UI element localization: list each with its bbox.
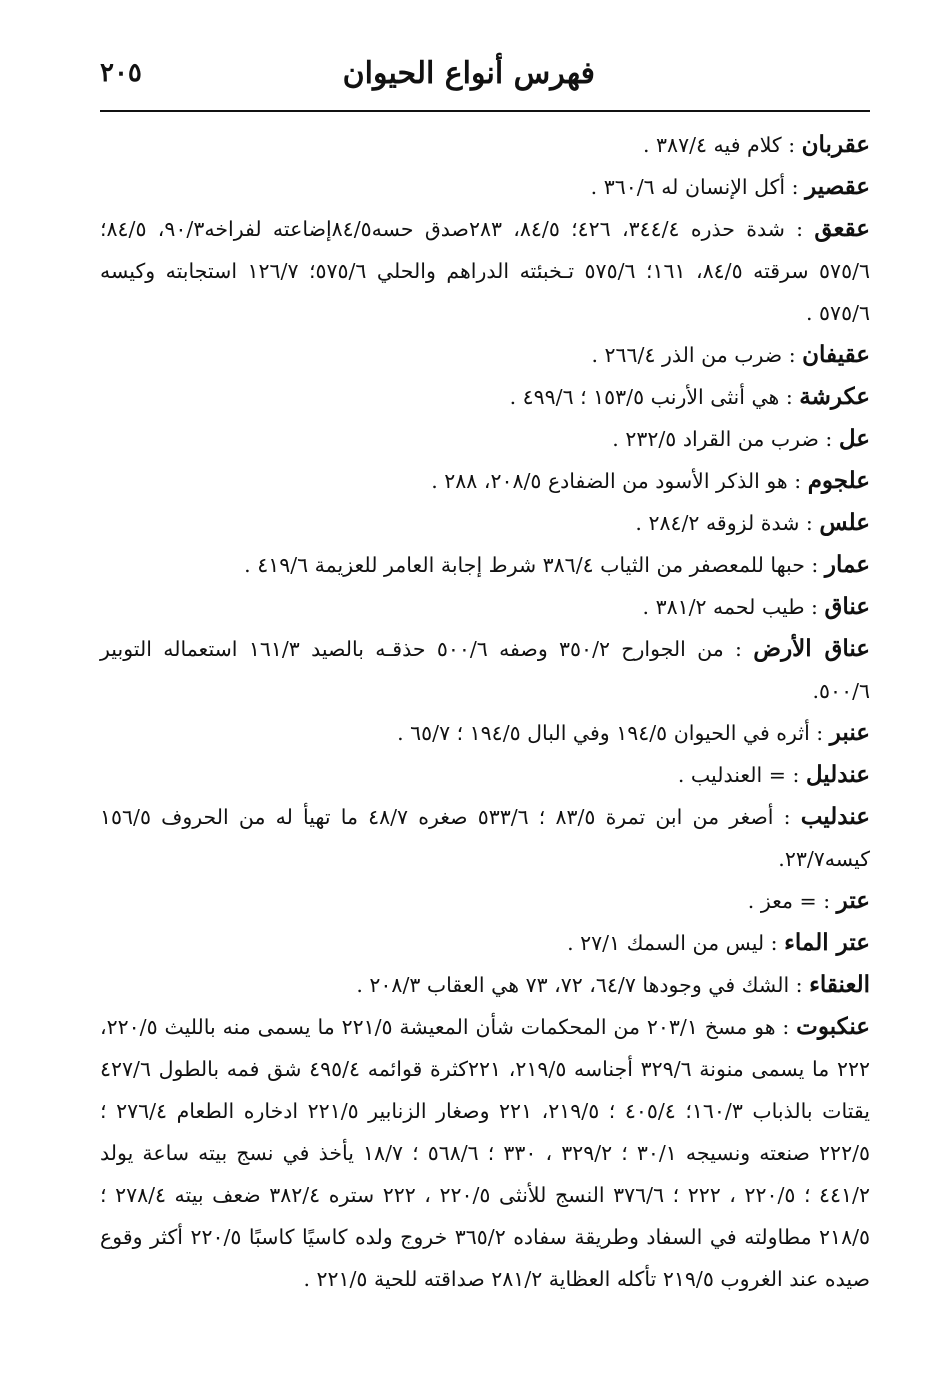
entry-head: عناق [824, 593, 870, 620]
index-entry [100, 544, 870, 586]
index-entry [100, 418, 870, 460]
entry-text: : شدة لزوقه ٢٨٤/٢ . [635, 511, 820, 535]
entry-head: عندليل [805, 761, 870, 788]
entry-head: علس [819, 509, 870, 536]
index-entry [100, 796, 870, 880]
entry-text: : ضرب من القراد ٢٣٢/٥ . [612, 427, 839, 451]
index-entries [100, 124, 870, 1300]
index-entry [100, 880, 870, 922]
entry-text: : حبها للمعصفر من الثياب ٣٨٦/٤ شرط إجابة العامر للعزيمة ٤١٩/٦ . [244, 553, 825, 577]
index-entry [100, 1006, 870, 1300]
entry-text: : الشك في وجودها ٦٤/٧، ٧٢، ٧٣ هي العقاب ٢٠٨/٣ . [356, 973, 810, 997]
index-entry [100, 376, 870, 418]
index-entry [100, 628, 870, 712]
index-entry [100, 208, 870, 334]
entry-head: عنبر [829, 719, 870, 746]
entry-head: علجوم [807, 467, 870, 494]
entry-head: عتر [836, 887, 870, 914]
entry-text: : طيب لحمه ٣٨١/٢ . [642, 595, 825, 619]
index-entry [100, 964, 870, 1006]
entry-text: : أكل الإنسان له ٣٦٠/٦ . [590, 175, 806, 199]
entry-text: : = العندليب . [677, 763, 806, 787]
entry-text: : أصغر من ابن تمرة ٨٣/٥ ؛ ٥٣٣/٦ صغره ٤٨/٧ ما تهيأ له من الحروف ١٥٦/٥ كيسه٢٣/٧. [100, 805, 870, 871]
index-entry [100, 460, 870, 502]
page-header [100, 52, 870, 104]
entry-head: عندليب [800, 803, 870, 830]
entry-head: عكرشة [799, 383, 870, 410]
entry-text: : هو مسخ ٢٠٣/١ من المحكمات شأن المعيشة ٢٢١/٥ ما يسمى منه بالليث ٢٢٠/٥، ٢٢٢ ما يسمى منونة ٣٢٩/٦ أجناسه ٢١٩/٥، ٢٢١كثرة قوائمه ٤٩٥/٤ شق فمه بالطول ٤٢٧/٦ يقتات بالذباب ١٦٠/٣؛ ٤٠٥/٤ ؛ ٢١٩/٥، ٢٢١ وصغار الزنابير ٢٢١/٥ ادخاره الطعام ٢٧٦/٤ ؛ ٢٢٢/٥ صنعته ونسيجه ٣٠/١ ؛ ٣٢٩/٢ ، ٣٣٠ ؛ ٥٦٨/٦ ؛ ١٨/٧ يأخذ في نسج بيته ساعة يولد ٤٤١/٢ ؛ ٢٢٠/٥ ، ٢٢٢ ؛ ٣٧٦/٦ النسج للأنثى ٢٢٠/٥ ، ٢٢٢ ستره ٣٨٢/٤ ضعف بيته ٢٧٨/٤ ؛ ٢١٨/٥ مطاولته في السفاد وطريقة سفاده ٣٦٥/٢ خروج ولده كاسيًا كاسبًا ٢٢٠/٥ أكثر وقوع صيده عند الغروب ٢١٩/٥ تأكله العظاية ٢٨١/٢ صداقته للحية ٢٢١/٥ . [100, 1015, 870, 1291]
index-entry [100, 124, 870, 166]
entry-head: عقيفان [802, 341, 870, 368]
page-title: فهرس أنواع الحيوان [342, 56, 595, 91]
entry-head: العنقاء [809, 971, 870, 998]
entry-head: عنكبوت [796, 1013, 871, 1040]
entry-text: : = معز . [747, 889, 837, 913]
entry-head: عقعق [814, 215, 870, 242]
entry-head: عتر الماء [784, 929, 870, 956]
index-entry [100, 334, 870, 376]
entry-head: عمار [824, 551, 870, 578]
page-number: ٢٠٥ [100, 58, 142, 88]
entry-text: : هو الذكر الأسود من الضفادع ٢٠٨/٥، ٢٨٨ . [431, 469, 808, 493]
index-entry [100, 754, 870, 796]
header-divider [100, 110, 870, 112]
entry-text: : كلام فيه ٣٨٧/٤ . [643, 133, 802, 157]
entry-text: : شدة حذره ٣٤٤/٤، ٤٢٦؛ ٨٤/٥، ٢٨٣صدق حسه٨٤/٥إضاعته لفراخه٩٠/٣، ٨٤/٥؛ ٥٧٥/٦ سرقته ٨٤/٥، ١٦١؛ ٥٧٥/٦ تـخبئته الدراهم والحلي ٥٧٥/٦؛ ١٢٦/٧ استجابته وكيسه ٥٧٥/٦ . [100, 217, 870, 325]
entry-head: عل [838, 425, 870, 452]
entry-text: : ليس من السمك ٢٧/١ . [567, 931, 785, 955]
index-entry [100, 712, 870, 754]
index-entry [100, 502, 870, 544]
entry-head: عناق الأرض [753, 635, 870, 662]
entry-text: : أثره في الحيوان ١٩٤/٥ وفي البال ١٩٤/٥ ؛ ٦٥/٧ . [397, 721, 830, 745]
entry-text: : من الجوارح ٣٥٠/٢ وصفه ٥٠٠/٦ حذقـه بالصيد ١٦١/٣ استعماله التوبير ٥٠٠/٦. [100, 637, 870, 703]
entry-head: عقصير [805, 173, 870, 200]
entry-text: : هي أنثى الأرنب ١٥٣/٥ ؛ ٤٩٩/٦ . [509, 385, 800, 409]
entry-head: عقربان [801, 131, 870, 158]
index-entry [100, 922, 870, 964]
index-entry [100, 166, 870, 208]
index-entry [100, 586, 870, 628]
entry-text: : ضرب من الذر ٢٦٦/٤ . [591, 343, 803, 367]
